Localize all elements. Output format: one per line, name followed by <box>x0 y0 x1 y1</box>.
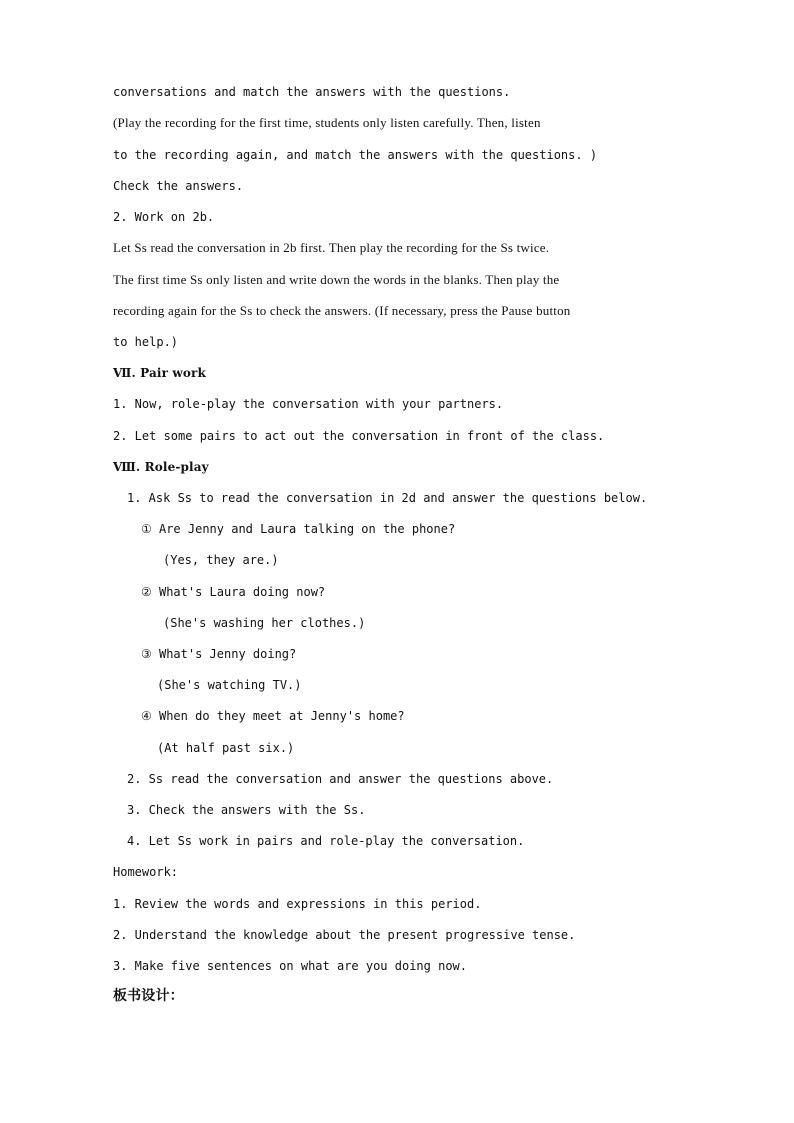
text-line: Check the answers. <box>113 179 244 193</box>
list-item: 4. Let Ss work in pairs and role-play the conversation. <box>127 834 525 848</box>
text-line: to the recording again, and match the answers with the questions. ) <box>113 148 598 162</box>
answer-item: (Yes, they are.) <box>163 553 279 567</box>
section-item: 2. Work on 2b. <box>113 210 215 224</box>
section-heading: Ⅶ. Pair work <box>113 366 206 380</box>
text-line: conversations and match the answers with the questions. <box>113 85 511 99</box>
list-item: 3. Check the answers with the Ss. <box>127 803 366 817</box>
question-item: ① Are Jenny and Laura talking on the phone? <box>141 522 456 536</box>
text-line: The first time Ss only listen and write down the words in the blanks. Then play the <box>113 272 560 287</box>
list-item: 1. Ask Ss to read the conversation in 2d and answer the questions below. <box>127 491 648 505</box>
question-item: ④ When do they meet at Jenny's home? <box>141 709 405 723</box>
list-item: 2. Ss read the conversation and answer the questions above. <box>127 772 554 786</box>
homework-item: 1. Review the words and expressions in this period. <box>113 897 482 911</box>
text-line: 1. Now, role-play the conversation with your partners. <box>113 397 504 411</box>
text-line: (Play the recording for the first time, students only listen carefully. Then, listen <box>113 115 541 130</box>
question-item: ③ What's Jenny doing? <box>141 647 297 661</box>
text-line: Let Ss read the conversation in 2b first. Then play the recording for the Ss twice. <box>113 240 550 255</box>
text-line: to help.) <box>113 335 179 349</box>
text-line: recording again for the Ss to check the answers. (If necessary, press the Pause button <box>113 303 571 318</box>
homework-item: 2. Understand the knowledge about the present progressive tense. <box>113 928 576 942</box>
homework-item: 3. Make five sentences on what are you doing now. <box>113 959 468 973</box>
question-item: ② What's Laura doing now? <box>141 585 326 599</box>
text-line: 2. Let some pairs to act out the conversation in front of the class. <box>113 429 605 443</box>
section-heading: Ⅷ. Role-play <box>113 460 209 474</box>
answer-item: (She's washing her clothes.) <box>163 616 366 630</box>
homework-heading: Homework: <box>113 865 179 879</box>
answer-item: (She's watching TV.) <box>157 678 302 692</box>
answer-item: (At half past six.) <box>157 741 295 755</box>
board-design-heading: 板书设计： <box>113 988 184 1004</box>
